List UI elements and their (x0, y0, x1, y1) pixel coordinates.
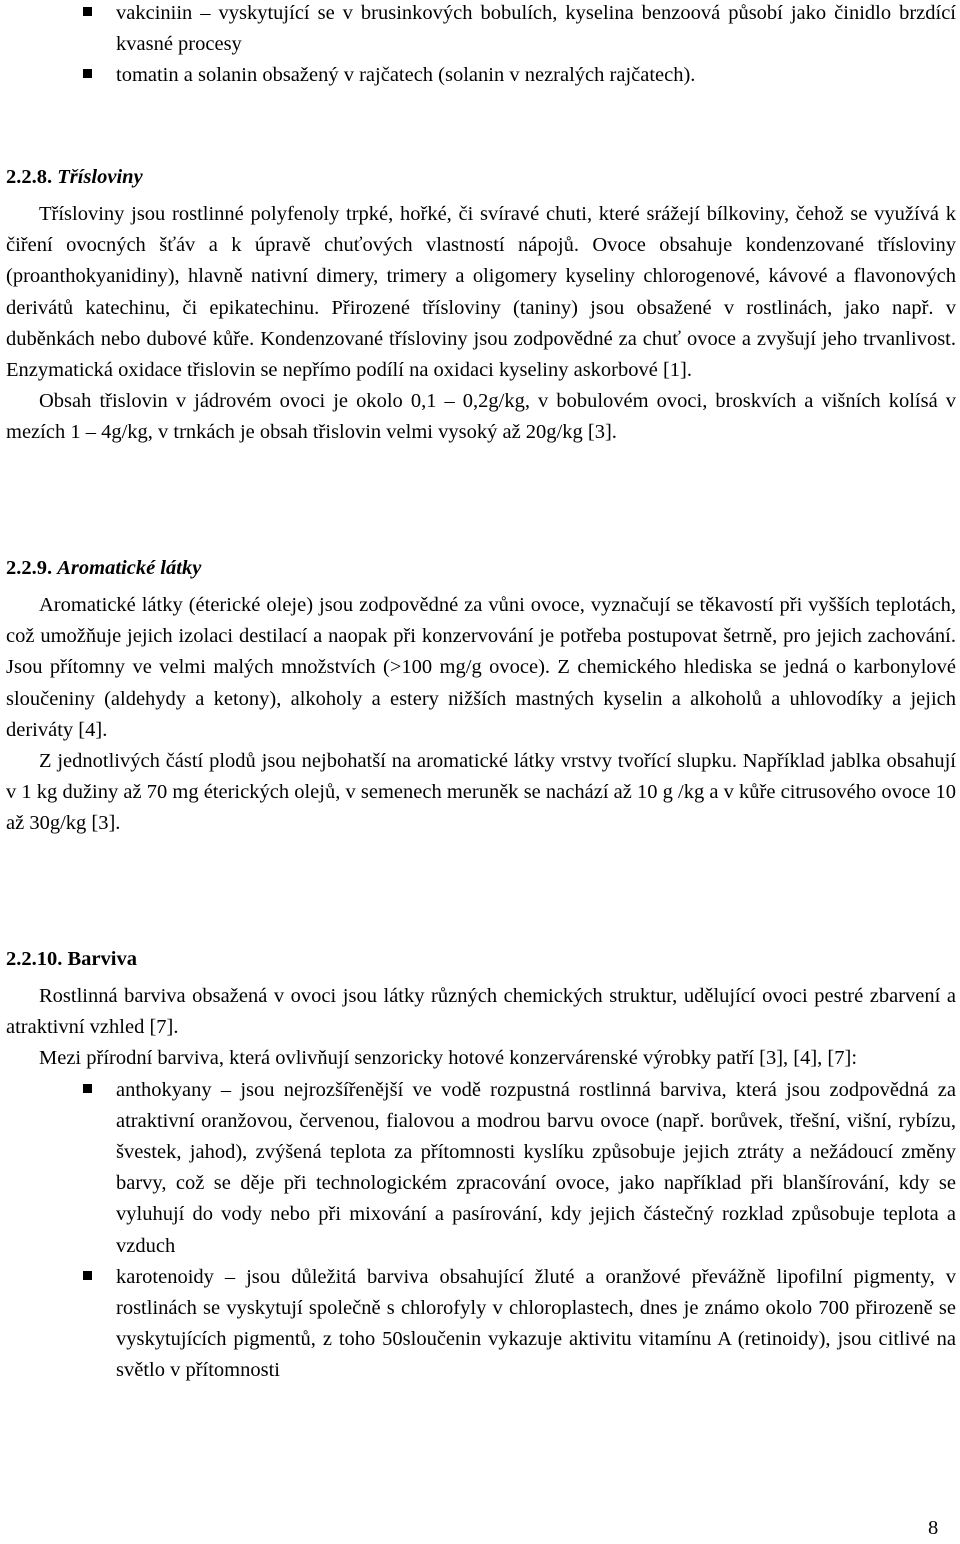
paragraph: Aromatické látky (éterické oleje) jsou zodpovědné za vůni ovoce, vyznačují se těkavostí při vyšších teplotách, což umožňuje jejich izolaci destilací a naopak při konzervování je potřeba postupovat šetrně, pro jejich zachování. Jsou přítomny ve velmi malých množstvích (>100 mg/g ovoce). Z chemického hlediska se jedná o karbonylové sloučeniny (aldehydy a ketony), alkoholy a estery nižších mastných kyselin a alkoholů a uhlovodíky a jejich deriváty [4]. (6, 594, 956, 741)
section-title: Třísloviny (57, 166, 143, 188)
bullet-square-icon (83, 1084, 92, 1093)
paragraph: Třísloviny jsou rostlinné polyfenoly trpké, hořké, či svíravé chuti, které srážejí bílkoviny, čehož se využívá k čiření ovocných šťáv a k úpravě chuťových vlastností nápojů. Ovoce obsahuje kondenzované třísloviny (proanthokyanidiny), hlavně nativní dimery, trimery a oligomery kyseliny chlorogenové, kávové a flavonových derivátů katechinu, či epikatechinu. Přirozené třísloviny (taniny) jsou obsažené v rostlinách, jako např. v duběnkách nebo dubové kůře. Kondenzované třísloviny jsou zodpovědné za chuť ovoce a zvyšují jeho trvanlivost. Enzymatická oxidace třislovin se nepřímo podílí na oxidaci kyseliny askorbové [1]. (6, 203, 956, 382)
section-body-aroma (6, 590, 956, 840)
section-body-color (6, 981, 956, 1387)
section-heading-color (6, 944, 137, 975)
paragraph: Mezi přírodní barviva, která ovlivňují senzoricky hotové konzervárenské výrobky patří [3], [4], [7]: (39, 1047, 858, 1070)
paragraph: Obsah třislovin v jádrovém ovoci je okolo 0,1 – 0,2g/kg, v bobulovém ovoci, broskvích a višních kolísá v mezích 1 – 4g/kg, v trnkách je obsah třislovin velmi vysoký až 20g/kg [3]. (6, 390, 956, 444)
section-number: 2.2.9. (6, 557, 53, 579)
bullet-square-icon (83, 69, 92, 78)
list-item: tomatin a solanin obsažený v rajčatech (solanin v nezralých rajčatech). (6, 60, 956, 91)
section-body-tannins (6, 199, 956, 449)
paragraph: Rostlinná barviva obsažená v ovoci jsou látky různých chemických struktur, udělující ovoci pestré zbarvení a atraktivní vzhled [7]. (6, 985, 956, 1039)
paragraph: Z jednotlivých částí plodů jsou nejbohatší na aromatické látky vrstvy tvořící slupku. Například jablka obsahují v 1 kg dužiny až 70 mg éterických olejů, v semenech meruněk se nachází až 10 g /kg a v kůře citrusového ovoce 10 až 30g/kg [3]. (6, 750, 956, 835)
page-number: 8 (928, 1517, 939, 1539)
bullet-square-icon (83, 7, 92, 16)
section-heading-tannins (6, 162, 143, 193)
section-number: 2.2.10. (6, 948, 63, 970)
bullet-square-icon (83, 1271, 92, 1280)
top-bullet-list (6, 0, 956, 92)
section-title: Aromatické látky (57, 557, 202, 579)
section-heading-aroma (6, 553, 201, 584)
section-number: 2.2.8. (6, 166, 53, 188)
pigment-list (6, 1075, 956, 1387)
list-item: anthokyany – jsou nejrozšířenější ve vodě rozpustná rostlinná barviva, která jsou zodpovědná za atraktivní oranžovou, červenou, fialovou a modrou barvu ovoce (např. borůvek, třešní, višní, rybízu, švestek, jahod), zvýšená teplota za přítomnosti kyslíku způsobuje jejich ztráty a nežádoucí změny barvy, což se děje při technologickém zpracování ovoce, jako například při blanšírování, kdy se vyluhují do vody nebo při mixování a pasírování, kdy jejich částečný rozklad způsobuje teplota a vzduch (6, 1075, 956, 1262)
section-title: Barviva (67, 948, 137, 970)
list-item: vakciniin – vyskytující se v brusinkových bobulích, kyselina benzoová působí jako činidlo brzdící kvasné procesy (6, 0, 956, 60)
list-item: karotenoidy – jsou důležitá barviva obsahující žluté a oranžové převážně lipofilní pigmenty, v rostlinách se vyskytují společně s chlorofyly v chloroplastech, dnes je známo okolo 700 přirozeně se vyskytujících pigmentů, z toho 50sloučenin vykazuje aktivitu vitamínu A (retinoidy), jsou citlivé na světlo v přítomnosti (6, 1262, 956, 1387)
